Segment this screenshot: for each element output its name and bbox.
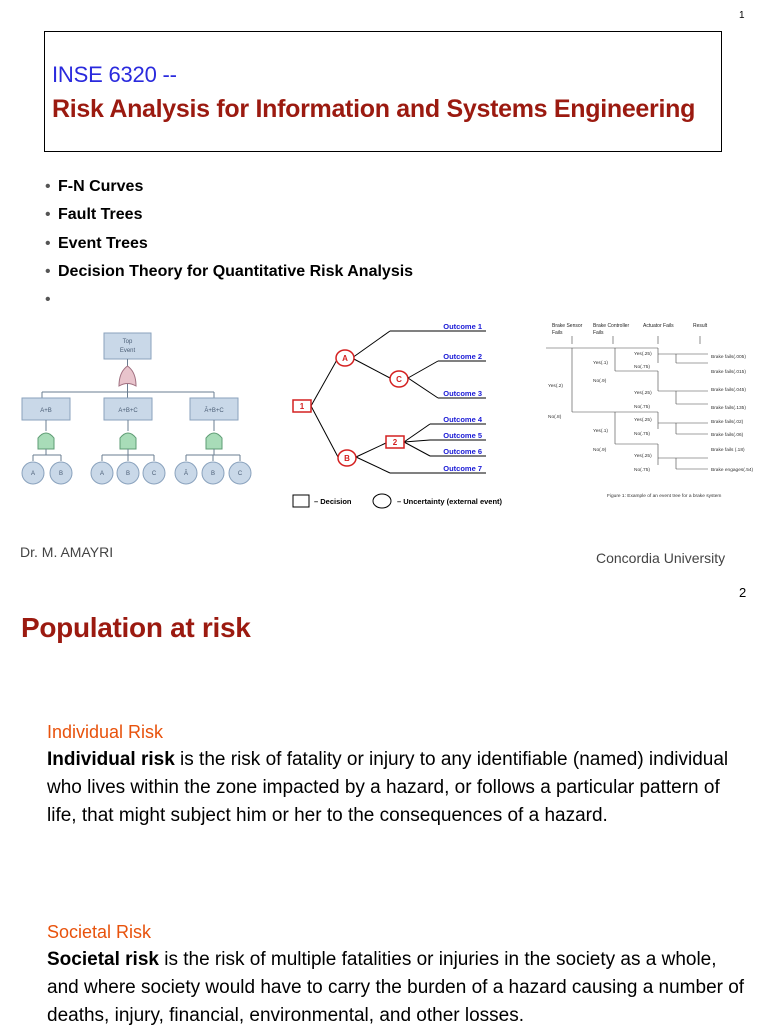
svg-text:B: B [210, 471, 216, 477]
list-item: • Fault Trees [45, 206, 143, 224]
list-item: • Event Trees [45, 234, 148, 252]
svg-text:Fails: Fails [552, 330, 563, 336]
svg-text:B: B [58, 471, 64, 477]
branch-label: Yes(.25) [634, 454, 652, 459]
and-gate-icon [206, 433, 222, 449]
footer-university: Concordia University [596, 550, 726, 566]
svg-text:C: C [396, 375, 402, 384]
bullet-icon: • [45, 178, 51, 195]
topic-list [45, 178, 413, 319]
result-label: Brake fails(.045) [711, 388, 746, 393]
legend-uncertainty-label: – Uncertainty (external event) [397, 497, 503, 506]
branch-label: No(.75) [634, 468, 650, 473]
bullet-icon: • [45, 262, 51, 280]
branch-label: Yes(.25) [634, 418, 652, 423]
branch-label: No(.75) [634, 432, 650, 437]
branch-label: Yes(.1) [593, 429, 609, 434]
svg-text:Ā+B+C: Ā+B+C [204, 408, 224, 414]
outcome-label: Outcome 1 [443, 322, 482, 331]
svg-text:A: A [99, 471, 105, 477]
page-number: 1 [739, 10, 745, 21]
individual-risk-paragraph: Individual risk is the risk of fatality or injury to any identifiable (named) individual who lives within the zone impacted by a hazard, or follows a particular pattern of life, that might subject him or her to the consequences of a hazard. [47, 749, 729, 826]
result-label: Brake fails(.06) [711, 433, 744, 438]
svg-text:B: B [344, 454, 350, 463]
branch-label: No(.75) [634, 365, 650, 370]
branch-label: No(.9) [593, 379, 607, 384]
course-code: INSE 6320 -- [52, 62, 177, 87]
individual-risk-term: Individual risk [47, 749, 175, 770]
fault-tree-diagram [18, 328, 258, 493]
svg-text:A: A [30, 471, 36, 477]
branch-label: Yes(.1) [593, 361, 609, 366]
svg-text:Ā: Ā [183, 471, 189, 477]
list-item: • Decision Theory for Quantitative Risk Analysis [45, 262, 414, 280]
or-gate-icon [119, 366, 136, 386]
and-gate-icon [120, 433, 136, 449]
outcome-label: Outcome 5 [443, 431, 482, 440]
svg-text:2: 2 [392, 438, 398, 447]
slide-title: Population at risk [21, 612, 251, 643]
top-event-label: Event [119, 348, 136, 354]
svg-text:1: 1 [299, 402, 305, 411]
result-label: Brake fails(.005) [711, 355, 746, 360]
outcome-label: Outcome 4 [443, 415, 482, 424]
result-label: Brake fails(.135) [711, 406, 746, 411]
fault-branch [91, 398, 165, 484]
outcome-label: Outcome 7 [443, 464, 482, 473]
legend-decision-label: – Decision [314, 497, 352, 506]
bullet-icon: • [45, 291, 51, 309]
legend-uncertainty-icon [373, 494, 391, 508]
footer-author: Dr. M. AMAYRI [20, 544, 114, 560]
svg-text:A+B: A+B [40, 408, 52, 414]
event-tree-header: Result [693, 323, 708, 329]
event-tree-header: Brake Controller [593, 323, 630, 329]
top-event-box [104, 333, 151, 359]
event-tree-header: Brake Sensor [552, 323, 583, 329]
result-label: Brake fails(.02) [711, 420, 744, 425]
branch-label: Yes(.25) [634, 352, 652, 357]
decision-tree-diagram [290, 318, 515, 513]
svg-text:C: C [237, 471, 243, 477]
event-tree-caption: Figure 1: Example of an event tree for a brake system [607, 494, 722, 499]
outcome-label: Outcome 6 [443, 447, 482, 456]
page-number: 2 [739, 585, 747, 600]
svg-text:B: B [125, 471, 131, 477]
fault-branch [175, 398, 251, 484]
event-tree-diagram [540, 318, 765, 508]
branch-label: No(.75) [634, 405, 650, 410]
and-gate-icon [38, 433, 54, 449]
societal-risk-heading: Societal Risk [47, 922, 152, 942]
fault-branch [22, 398, 72, 484]
svg-text:C: C [151, 471, 157, 477]
svg-text:A+B+C: A+B+C [118, 408, 138, 414]
event-tree-header: Actuator Fails [643, 323, 674, 329]
course-title: Risk Analysis for Information and Systems Engineering [52, 95, 696, 123]
result-label: Brake fails(.015) [711, 370, 746, 375]
individual-risk-heading: Individual Risk [47, 722, 164, 742]
societal-risk-paragraph: Societal risk is the risk of multiple fatalities or injuries in the society as a whole, and where society would have to carry the burden of a hazard causing a number of deaths, injury, financial, environmental, and other losses. [47, 949, 745, 1026]
list-item: • F-N Curves [45, 178, 144, 195]
title-box [44, 31, 722, 152]
svg-text:A: A [342, 354, 348, 363]
svg-text:Fails: Fails [593, 330, 604, 336]
outcome-label: Outcome 2 [443, 352, 482, 361]
legend-decision-icon [293, 495, 309, 507]
societal-risk-term: Societal risk [47, 949, 159, 970]
result-label: Brake engages(.54) [711, 468, 754, 473]
outcome-label: Outcome 3 [443, 389, 482, 398]
branch-label: Yes(.2) [548, 384, 564, 389]
top-event-label: Top [122, 339, 133, 345]
list-item [45, 291, 413, 319]
branch-label: No(.9) [593, 448, 607, 453]
bullet-icon: • [45, 206, 51, 224]
result-label: Brake fails (.18) [711, 448, 745, 453]
branch-label: Yes(.25) [634, 391, 652, 396]
bullet-icon: • [45, 234, 51, 252]
branch-label: No(.8) [548, 415, 562, 420]
